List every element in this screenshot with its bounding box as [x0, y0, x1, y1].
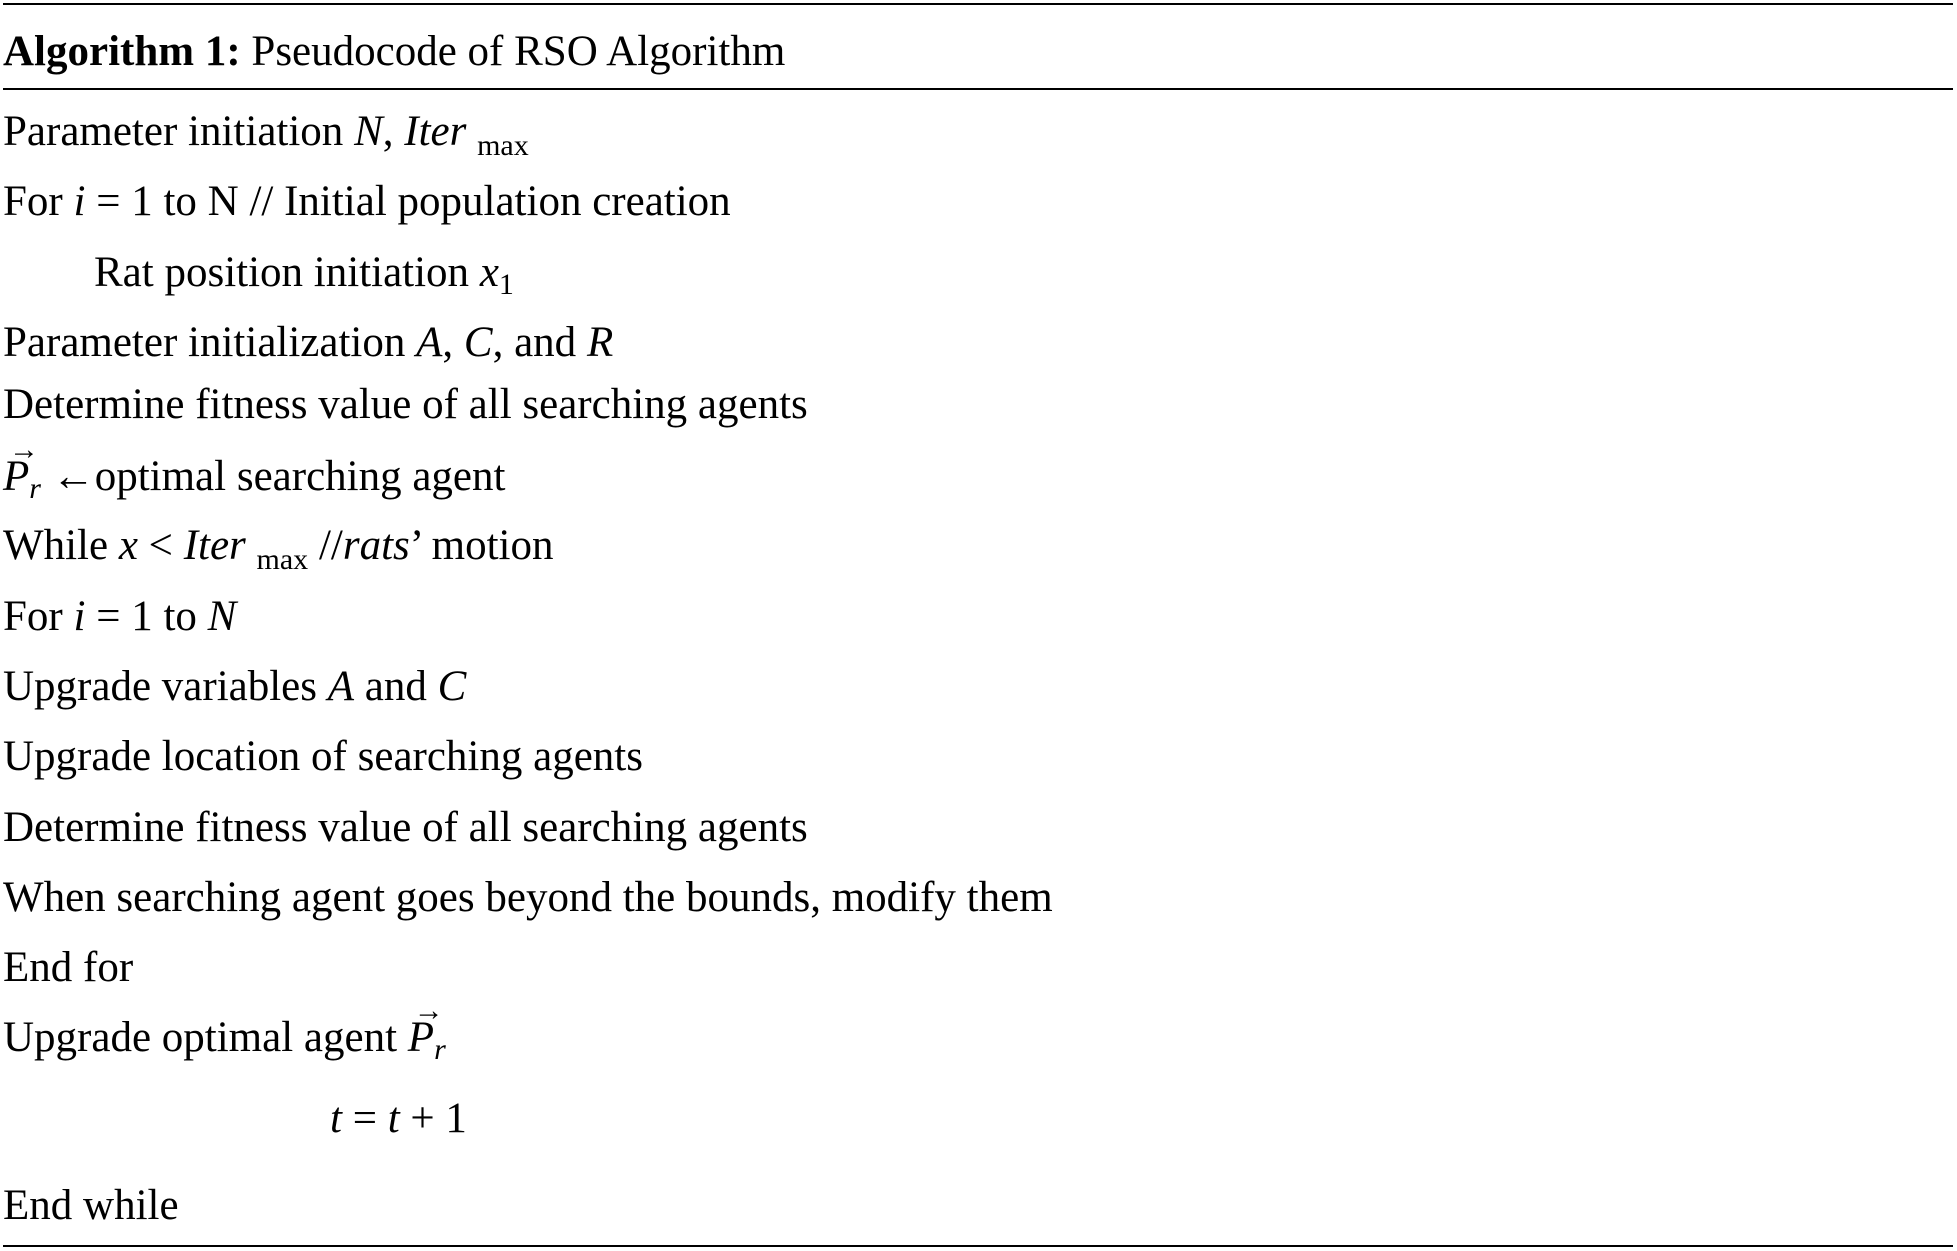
line-upgrade-variables: Upgrade variables A and C	[3, 663, 467, 710]
line-optimal-searching-agent: → $P_r$ ←optimal searching agent	[3, 433, 506, 505]
algorithm-label: Algorithm 1:	[3, 28, 241, 75]
header-rule	[3, 88, 1953, 90]
line-end-while: End while	[3, 1182, 179, 1229]
line-parameter-initiation: Parameter initiation N, Iter $_{max}$	[3, 108, 529, 162]
line-determine-fitness-2: Determine fitness value of all searching agents	[3, 804, 808, 851]
line-rat-position-initiation: Rat position initiation $x_1$	[94, 249, 514, 301]
vector-arrow-icon: →	[9, 433, 39, 466]
line-for-i-to-n: For i = 1 to N	[3, 593, 237, 640]
line-determine-fitness-1: Determine fitness value of all searching agents	[3, 381, 808, 428]
algorithm-title-text: Pseudocode of RSO Algorithm	[251, 28, 786, 75]
line-upgrade-optimal-agent: Upgrade optimal agent → $P_r$	[3, 994, 446, 1066]
line-beyond-bounds: When searching agent goes beyond the bounds, modify them	[3, 874, 1053, 921]
top-rule	[3, 3, 1953, 5]
vector-p-r: → $P_r$	[407, 994, 446, 1066]
vector-p-r: → $P_r$	[3, 433, 41, 505]
line-while-loop: While x < Iter $_{max}$ //rats’ motion	[3, 522, 554, 576]
bottom-rule	[3, 1245, 1953, 1247]
line-end-for: End for	[3, 944, 134, 991]
algorithm-title	[3, 30, 785, 73]
line-for-initial-population: For i = 1 to N // Initial population creation	[3, 178, 731, 225]
line-parameter-initialization: Parameter initialization A, C, and R	[3, 319, 614, 366]
vector-arrow-icon: →	[413, 994, 444, 1027]
line-increment-t: t = t + 1	[330, 1095, 467, 1142]
line-upgrade-location: Upgrade location of searching agents	[3, 733, 643, 780]
